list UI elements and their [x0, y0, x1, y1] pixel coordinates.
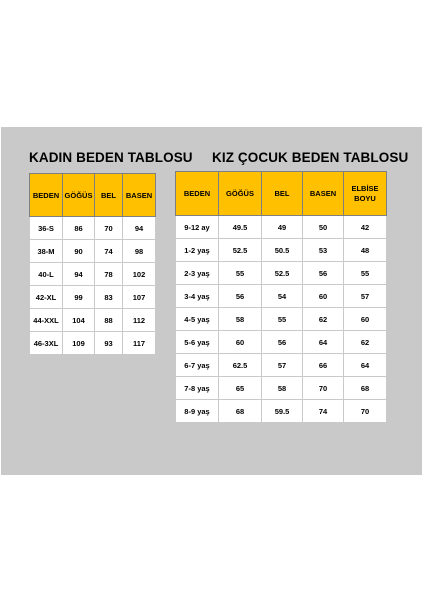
women-size-table: [29, 173, 156, 355]
table-row: [176, 354, 387, 377]
table-cell: 68: [344, 377, 387, 400]
column-header: BASEN: [303, 172, 344, 216]
table-cell: 58: [262, 377, 303, 400]
table-cell: 62: [344, 331, 387, 354]
table-cell: 44-XXL: [30, 309, 63, 332]
table-cell: 60: [344, 308, 387, 331]
table-cell: 42-XL: [30, 286, 63, 309]
table-row: [176, 400, 387, 423]
table-header-row: [176, 172, 387, 216]
table-cell: 60: [219, 331, 262, 354]
table-cell: 117: [123, 332, 156, 355]
table-cell: 86: [63, 217, 95, 240]
girls-size-chart-title: KIZ ÇOCUK BEDEN TABLOSU: [212, 150, 409, 165]
table-cell: 52.5: [219, 239, 262, 262]
table-cell: 56: [262, 331, 303, 354]
table-cell: 70: [303, 377, 344, 400]
table-cell: 55: [219, 262, 262, 285]
table-cell: 57: [344, 285, 387, 308]
table-cell: 36-S: [30, 217, 63, 240]
table-cell: 64: [303, 331, 344, 354]
table-cell: 3-4 yaş: [176, 285, 219, 308]
table-cell: 104: [63, 309, 95, 332]
column-header: BEL: [95, 174, 123, 217]
table-row: [176, 216, 387, 239]
column-header: BASEN: [123, 174, 156, 217]
table-cell: 102: [123, 263, 156, 286]
table-cell: 9-12 ay: [176, 216, 219, 239]
table-cell: 54: [262, 285, 303, 308]
table-cell: 57: [262, 354, 303, 377]
column-header: GÖĞÜS: [219, 172, 262, 216]
table-cell: 94: [123, 217, 156, 240]
table-cell: 58: [219, 308, 262, 331]
table-row: [30, 332, 156, 355]
table-cell: 93: [95, 332, 123, 355]
table-cell: 2-3 yaş: [176, 262, 219, 285]
table-cell: 99: [63, 286, 95, 309]
table-cell: 59.5: [262, 400, 303, 423]
table-cell: 90: [63, 240, 95, 263]
column-header: ELBİSE BOYU: [344, 172, 387, 216]
table-cell: 70: [95, 217, 123, 240]
table-cell: 78: [95, 263, 123, 286]
table-cell: 55: [262, 308, 303, 331]
table-cell: 83: [95, 286, 123, 309]
table-cell: 64: [344, 354, 387, 377]
table-cell: 55: [344, 262, 387, 285]
table-cell: 7-8 yaş: [176, 377, 219, 400]
table-header-row: [30, 174, 156, 217]
table-cell: 68: [219, 400, 262, 423]
table-cell: 66: [303, 354, 344, 377]
table-row: [176, 308, 387, 331]
table-cell: 42: [344, 216, 387, 239]
table-cell: 70: [344, 400, 387, 423]
table-cell: 74: [303, 400, 344, 423]
table-cell: 49.5: [219, 216, 262, 239]
table-cell: 48: [344, 239, 387, 262]
table-row: [176, 262, 387, 285]
table-cell: 4-5 yaş: [176, 308, 219, 331]
table-cell: 109: [63, 332, 95, 355]
table-row: [30, 240, 156, 263]
table-cell: 107: [123, 286, 156, 309]
table-cell: 1-2 yaş: [176, 239, 219, 262]
table-cell: 53: [303, 239, 344, 262]
table-cell: 5-6 yaş: [176, 331, 219, 354]
table-cell: 8-9 yaş: [176, 400, 219, 423]
table-row: [30, 217, 156, 240]
table-row: [176, 239, 387, 262]
table-cell: 94: [63, 263, 95, 286]
table-row: [176, 377, 387, 400]
table-cell: 98: [123, 240, 156, 263]
table-row: [176, 331, 387, 354]
table-cell: 50.5: [262, 239, 303, 262]
column-header: BEDEN: [30, 174, 63, 217]
table-row: [30, 263, 156, 286]
girls-size-table: [175, 171, 387, 423]
table-row: [30, 286, 156, 309]
table-cell: 38-M: [30, 240, 63, 263]
table-cell: 56: [219, 285, 262, 308]
table-row: [176, 285, 387, 308]
table-cell: 49: [262, 216, 303, 239]
table-cell: 40-L: [30, 263, 63, 286]
column-header: BEDEN: [176, 172, 219, 216]
table-cell: 62: [303, 308, 344, 331]
table-cell: 65: [219, 377, 262, 400]
table-cell: 112: [123, 309, 156, 332]
table-cell: 6-7 yaş: [176, 354, 219, 377]
column-header: GÖĞÜS: [63, 174, 95, 217]
women-size-chart-title: KADIN BEDEN TABLOSU: [29, 150, 193, 165]
table-cell: 74: [95, 240, 123, 263]
table-cell: 50: [303, 216, 344, 239]
table-cell: 46-3XL: [30, 332, 63, 355]
table-cell: 62.5: [219, 354, 262, 377]
table-cell: 56: [303, 262, 344, 285]
table-cell: 52.5: [262, 262, 303, 285]
table-row: [30, 309, 156, 332]
table-cell: 60: [303, 285, 344, 308]
table-cell: 88: [95, 309, 123, 332]
column-header: BEL: [262, 172, 303, 216]
